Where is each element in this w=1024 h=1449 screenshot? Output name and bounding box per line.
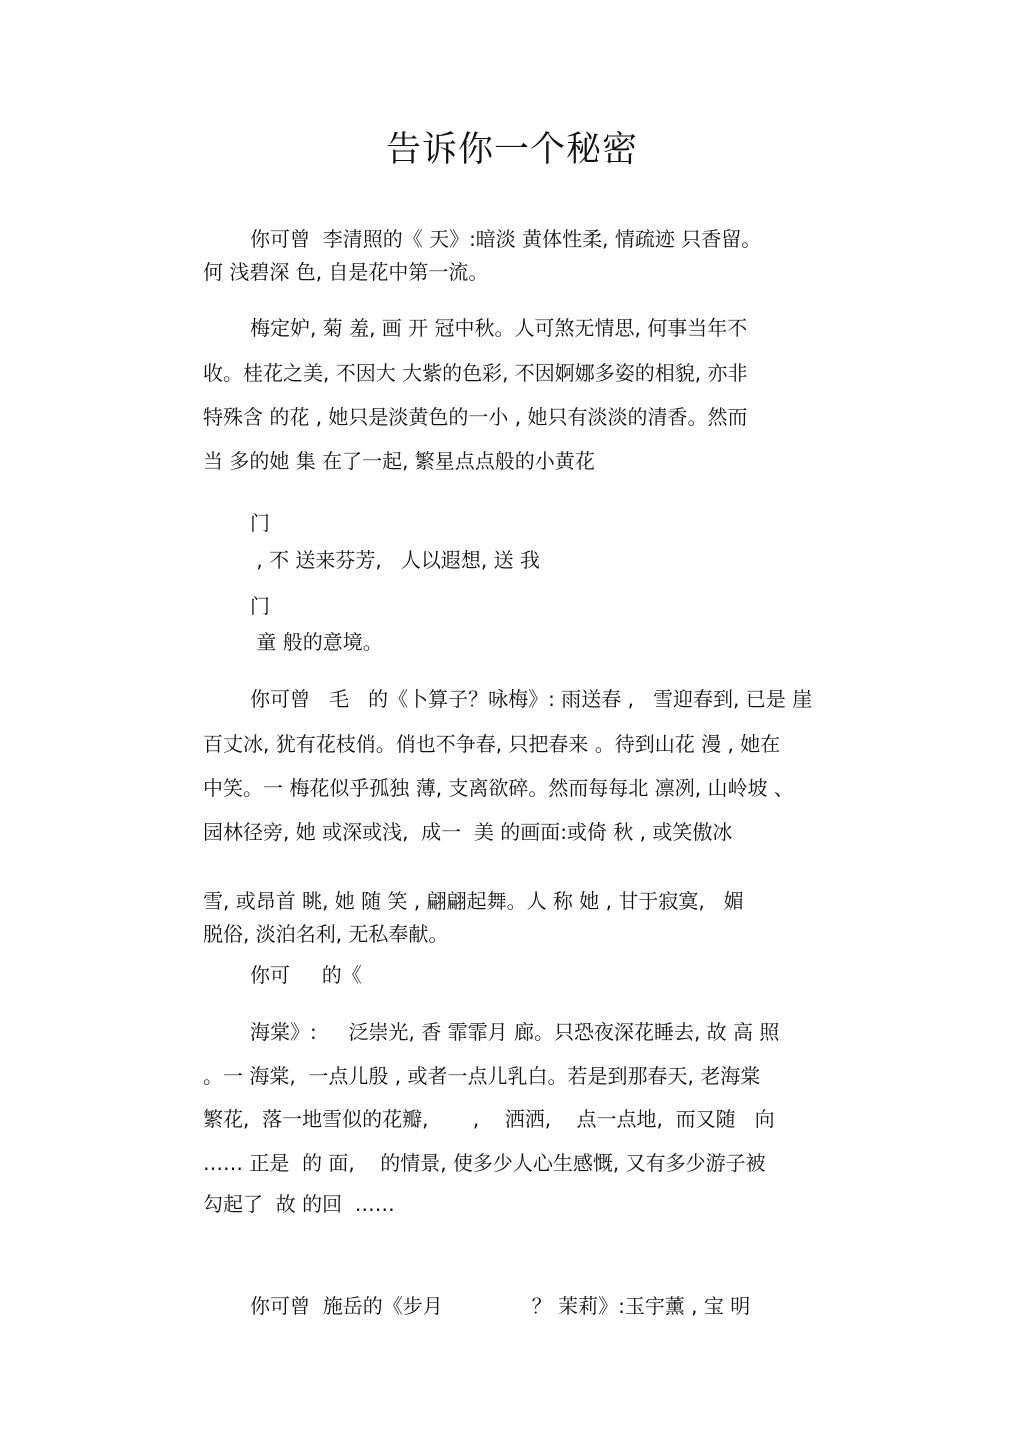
text-line: 当 多的她 集 在了一起, 繁星点点般的小黄花	[203, 449, 595, 473]
text-line: 海棠》: 泛崇光, 香 霏霏月 廊。只恐夜深花睡去, 故 高 照	[250, 1020, 780, 1044]
text-line: 脱俗, 淡泊名利, 无私奉献。	[203, 922, 449, 946]
text-line: 门	[250, 594, 270, 618]
text-line: 勾起了 故 的回 ……	[203, 1192, 395, 1216]
text-line: 你可曾 毛 的《卜算子？咏梅》: 雨送春 , 雪迎春到, 已是 崖	[250, 687, 813, 711]
text-line: 你可 的《	[250, 963, 362, 987]
text-line: 收。桂花之美, 不因大 大紫的色彩, 不因婀娜多姿的相貌, 亦非	[203, 361, 748, 385]
document-title: 告诉你一个秘密	[385, 130, 638, 170]
text-line: 梅定妒, 菊 羞, 画 开 冠中秋。人可煞无情思, 何事当年不	[250, 316, 748, 340]
text-line: …… 正是 的 面, 的情景, 使多少人心生感慨, 又有多少游子被	[203, 1151, 766, 1175]
text-line: 。一 海棠, 一点儿殷 , 或者一点儿乳白。若是到那春天, 老海棠	[203, 1064, 761, 1088]
text-line: 雪, 或昂首 眺, 她 随 笑 , 翩翩起舞。人 称 她 , 甘于寂寞, 媚	[203, 889, 744, 913]
text-line: 繁花, 落一地雪似的花瓣, , 洒洒, 点一点地, 而又随 向	[203, 1107, 775, 1131]
text-line: 何 浅碧深 色, 自是花中第一流。	[203, 260, 489, 284]
text-line: 门	[250, 511, 270, 535]
text-line: , 不 送来芬芳, 人以遐想, 送 我	[250, 548, 540, 572]
text-line: 百丈冰, 犹有花枝俏。俏也不争春, 只把春来 。待到山花 漫 , 她在	[203, 732, 781, 756]
text-line: 园林径旁, 她 或深或浅, 成一 美 的画面:或倚 秋 , 或笑傲冰	[203, 820, 733, 844]
text-line: 中笑。一 梅花似乎孤独 薄, 支离欲碎。然而每每北 凛冽, 山岭坡 、	[203, 776, 794, 800]
text-line: 你可曾 施岳的《步月 ？ 茉莉》:玉宇薰 , 宝 明	[250, 1294, 751, 1318]
text-line: 特殊含 的花 , 她只是淡黄色的一小 , 她只有淡淡的清香。然而	[203, 405, 748, 429]
text-line: 你可曾 李清照的《 天》:暗淡 黄体性柔, 情疏迹 只香留。	[250, 227, 762, 251]
text-line: 童 般的意境。	[250, 630, 383, 654]
